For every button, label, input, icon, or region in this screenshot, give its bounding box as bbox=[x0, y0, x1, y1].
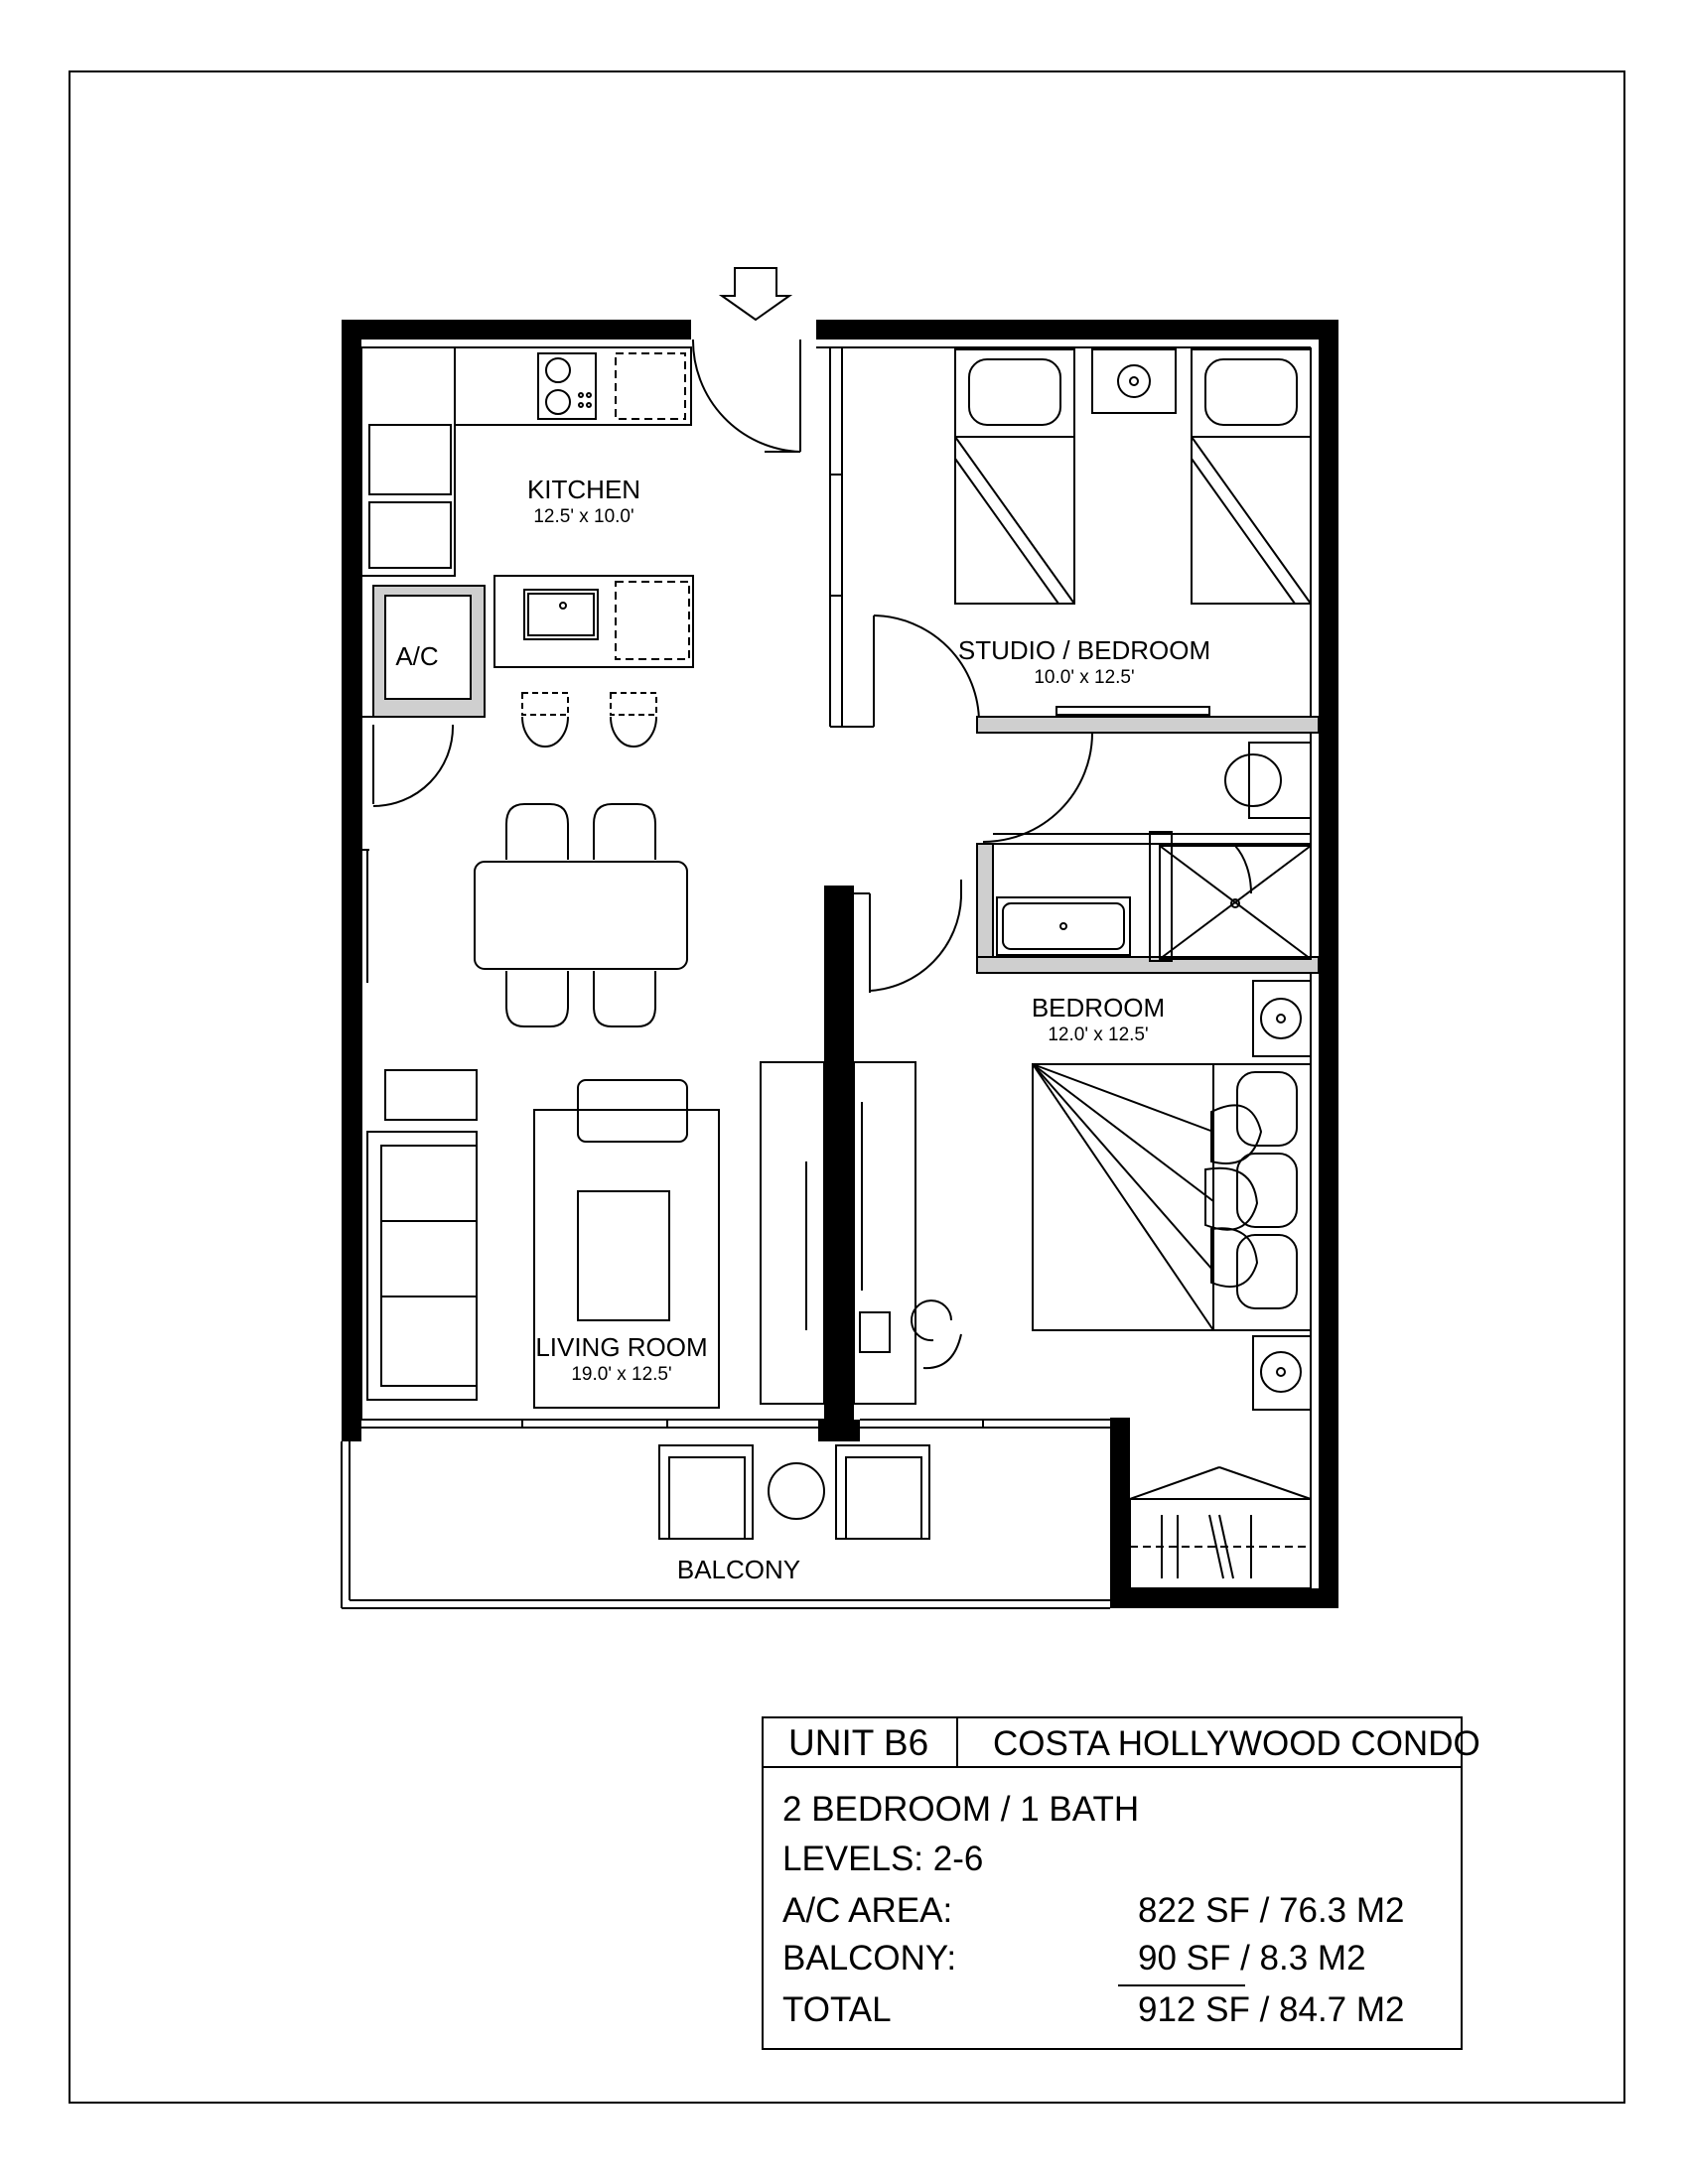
unit-levels: LEVELS: 2-6 bbox=[782, 1840, 984, 1878]
living-room-dim: 19.0' x 12.5' bbox=[571, 1364, 672, 1385]
dining-set bbox=[475, 804, 687, 1026]
closet bbox=[1130, 1467, 1311, 1588]
area-value-ac: 822 SF / 76.3 M2 bbox=[1138, 1891, 1405, 1930]
area-label-ac: A/C AREA: bbox=[782, 1891, 953, 1930]
entry-door[interactable] bbox=[693, 340, 800, 452]
balcony-label: BALCONY bbox=[676, 1555, 801, 1584]
bedroom-dim: 12.0' x 12.5' bbox=[1048, 1024, 1149, 1045]
tv-cabinet bbox=[761, 1062, 824, 1404]
area-value-total: 912 SF / 84.7 M2 bbox=[1138, 1990, 1405, 2029]
living-room-label: LIVING ROOM bbox=[535, 1332, 708, 1362]
bath-door[interactable] bbox=[979, 733, 1094, 842]
entry-arrow-icon bbox=[722, 268, 789, 320]
studio-dim: 10.0' x 12.5' bbox=[1034, 667, 1135, 688]
bathtub bbox=[997, 897, 1130, 955]
area-label-total: TOTAL bbox=[782, 1990, 892, 2029]
unit-type: 2 BEDROOM / 1 BATH bbox=[782, 1790, 1140, 1829]
toilet bbox=[1225, 743, 1311, 818]
studio-label: STUDIO / BEDROOM bbox=[957, 635, 1211, 665]
bedroom-label: BEDROOM bbox=[1031, 993, 1166, 1023]
area-value-balcony: 90 SF / 8.3 M2 bbox=[1138, 1939, 1366, 1978]
kitchen-island bbox=[494, 576, 693, 747]
kitchen-counters bbox=[361, 347, 691, 576]
area-label-balcony: BALCONY: bbox=[782, 1939, 957, 1978]
glazing bbox=[361, 1420, 1110, 1428]
unit-info-block bbox=[763, 1717, 1480, 2049]
kitchen-dim: 12.5' x 10.0' bbox=[533, 506, 634, 527]
studio-beds bbox=[955, 349, 1311, 604]
unit-name: UNIT B6 bbox=[788, 1722, 929, 1763]
bedroom-door[interactable] bbox=[854, 880, 961, 993]
floor-plan bbox=[342, 268, 1338, 1608]
shower bbox=[1150, 832, 1311, 961]
studio-partition bbox=[830, 347, 979, 727]
project-name: COSTA HOLLYWOOD CONDO bbox=[993, 1724, 1480, 1763]
ac-closet bbox=[361, 586, 485, 806]
kitchen-label: KITCHEN bbox=[526, 475, 641, 504]
ac-label: A/C bbox=[395, 641, 439, 671]
sofa bbox=[367, 1070, 477, 1400]
